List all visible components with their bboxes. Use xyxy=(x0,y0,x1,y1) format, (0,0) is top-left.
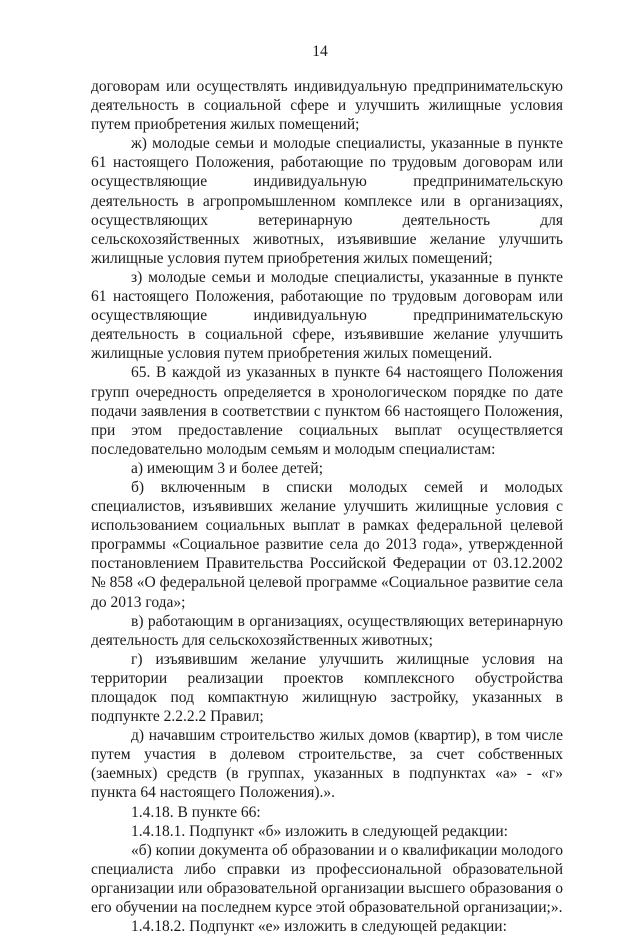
paragraph: «б) копии документа об образовании и о квалификации молодого специалиста либо справки из профессиональной образовательной организации или образовательной организации высшего образования о его обучении на последнем курсе этой образовательной организации;». xyxy=(91,841,563,917)
paragraph: 1.4.18.1. Подпункт «б» изложить в следующей редакции: xyxy=(131,822,508,840)
paragraph: а) имеющим 3 и более детей; xyxy=(131,459,324,477)
document-body xyxy=(91,77,563,936)
paragraph: г) изъявившим желание улучшить жилищные условия на территории реализации проектов комплексного обустройства площадок под компактную жилищную застройку, указанных в подпункте 2.2.2.2 Правил; xyxy=(91,650,563,726)
paragraph: договорам или осуществлять индивидуальную предпринимательскую деятельность в социальной сфере и улучшить жилищные условия путем приобретения жилых помещений; xyxy=(91,78,563,134)
paragraph: 65. В каждой из указанных в пункте 64 настоящего Положения групп очередность определяется в хронологическом порядке по дате подачи заявления в соответствии с пунктом 66 настоящего Положения, при этом предоставление социальных выплат осуществляется последовательно молодым семьям и молодым специалистам: xyxy=(91,364,563,458)
page-number: 14 xyxy=(312,43,328,60)
paragraph: ж) молодые семьи и молодые специалисты, указанные в пункте 61 настоящего Положения, работающие по трудовым договорам или осуществляющие индивидуальную предпринимательскую деятельность в агропромышленном комплексе или в организациях, осуществляющих ветеринарную деятельность для сельскохозяйственных животных, изъявившие желание улучшить жилищные условия путем приобретения жилых помещений; xyxy=(91,135,563,267)
paragraph: д) начавшим строительство жилых домов (квартир), в том числе путем участия в долевом строительстве, за счет собственных (заемных) средств (в группах, указанных в подпунктах «а» - «г» пункта 64 настоящего Положения).». xyxy=(91,727,563,802)
paragraph: з) молодые семьи и молодые специалисты, указанные в пункте 61 настоящего Положения, работающие по трудовым договорам или осуществляющие индивидуальную предпринимательскую деятельность в социальной сфере, изъявившие желание улучшить жилищные условия путем приобретения жилых помещений. xyxy=(91,268,563,363)
paragraph: в) работающим в организациях, осуществляющих ветеринарную деятельность для сельскохозяйственных животных; xyxy=(91,612,563,649)
paragraph: б) включенным в списки молодых семей и молодых специалистов, изъявивших желание улучшить жилищные условия с использованием социальных выплат в рамках федеральной целевой программы «Социальное развитие села до 2013 года», утвержденной постановлением Правительства Российской Федерации от 03.12.2002 № 858 «О федеральной целевой программе «Социальное развитие села до 2013 года»; xyxy=(91,478,563,611)
paragraph: 1.4.18.2. Подпункт «е» изложить в следующей редакции: xyxy=(131,918,507,936)
paragraph: 1.4.18. В пункте 66: xyxy=(131,803,261,821)
